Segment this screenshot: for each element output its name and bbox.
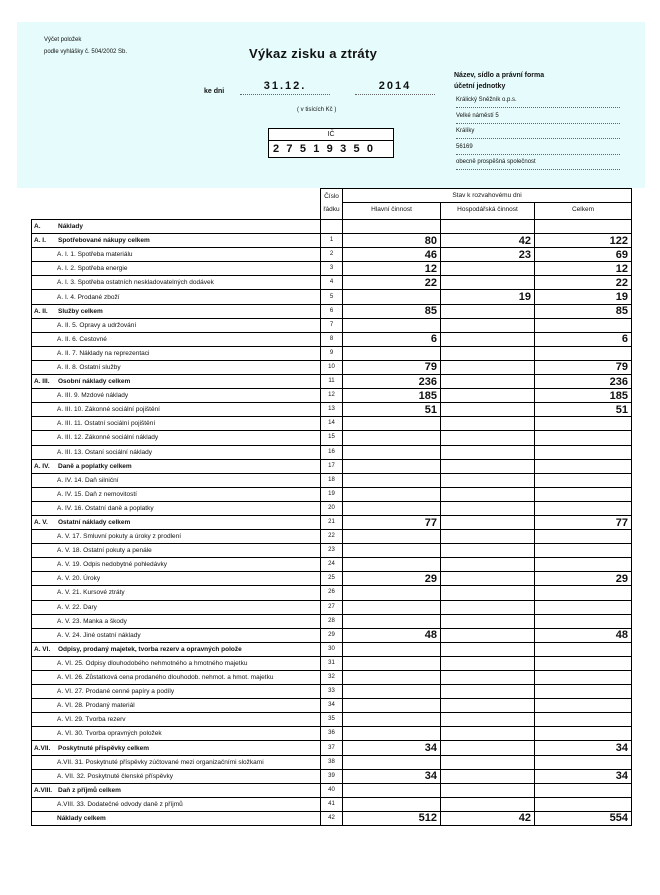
cell-econ <box>441 544 535 558</box>
unit-note: ( v tisících Kč ) <box>297 107 337 113</box>
cell-main <box>343 713 441 727</box>
cell-main <box>343 290 441 304</box>
cell-econ <box>441 332 535 346</box>
cell-main <box>343 755 441 769</box>
table-row <box>32 473 632 487</box>
row-number: 18 <box>321 473 343 487</box>
row-number: 38 <box>321 755 343 769</box>
row-label: A.VIII. 33. Dodatečné odvody daně z příjmů <box>32 797 321 811</box>
cell-total <box>535 656 632 670</box>
cell-total: 34 <box>535 769 632 783</box>
table-row <box>32 600 632 614</box>
row-label: A.VII. Poskytnuté příspěvky celkem <box>32 741 321 755</box>
row-code: A. I. <box>34 237 46 245</box>
cell-main: 29 <box>343 572 441 586</box>
cell-total <box>535 685 632 699</box>
table-row <box>32 572 632 586</box>
cell-main <box>343 685 441 699</box>
cell-econ <box>441 769 535 783</box>
row-number: 35 <box>321 713 343 727</box>
cell-total <box>535 501 632 515</box>
cell-total <box>535 487 632 501</box>
table-row <box>32 276 632 290</box>
row-number: 21 <box>321 515 343 529</box>
row-label: A. V. 17. Smluvní pokuty a úroky z prodlení <box>32 530 321 544</box>
cell-main: 512 <box>343 811 441 825</box>
cell-total <box>535 699 632 713</box>
cell-econ <box>441 360 535 374</box>
cell-total <box>535 783 632 797</box>
row-label: A. V. Ostatní náklady celkem <box>32 515 321 529</box>
cell-econ <box>441 558 535 572</box>
row-label: A. II. 8. Ostatní služby <box>32 360 321 374</box>
cell-main: 185 <box>343 389 441 403</box>
row-number: 31 <box>321 656 343 670</box>
cell-main <box>343 797 441 811</box>
row-label: Náklady celkem <box>32 811 321 825</box>
cell-total <box>535 445 632 459</box>
row-label: A. VI. 30. Tvorba opravných položek <box>32 727 321 741</box>
cell-total <box>535 417 632 431</box>
entity-heading-1: Název, sídlo a právní forma <box>454 72 545 79</box>
row-label: A. VII. 32. Poskytnuté členské příspěvky <box>32 769 321 783</box>
ic-value: 27519350 <box>273 143 381 155</box>
cell-main <box>343 431 441 445</box>
table-row <box>32 262 632 276</box>
row-label: A. IV. 16. Ostatní daně a poplatky <box>32 501 321 515</box>
cell-total <box>535 473 632 487</box>
row-label: A. V. 24. Jiné ostatní náklady <box>32 628 321 642</box>
row-number: 29 <box>321 628 343 642</box>
ic-label: IČ <box>269 129 393 141</box>
cell-main: 22 <box>343 276 441 290</box>
table-row <box>32 403 632 417</box>
cell-econ <box>441 501 535 515</box>
col-main-header: Hlavní činnost <box>343 203 441 220</box>
cell-econ <box>441 797 535 811</box>
row-label: A. III. 9. Mzdové náklady <box>32 389 321 403</box>
cell-total: 85 <box>535 304 632 318</box>
row-code: A. IV. <box>34 462 50 470</box>
cell-econ <box>441 403 535 417</box>
cell-main <box>343 783 441 797</box>
row-number: 5 <box>321 290 343 304</box>
cell-econ <box>441 755 535 769</box>
row-label: A. VI. 29. Tvorba rezerv <box>32 713 321 727</box>
row-number: 7 <box>321 318 343 332</box>
table-row <box>32 431 632 445</box>
row-number: 19 <box>321 487 343 501</box>
table-row <box>32 586 632 600</box>
row-label: A. V. 21. Kursové ztráty <box>32 586 321 600</box>
col-econ-header: Hospodářská činnost <box>441 203 535 220</box>
cell-econ <box>441 685 535 699</box>
cell-total <box>535 530 632 544</box>
table-row <box>32 515 632 529</box>
row-label: A. II. 5. Opravy a udržování <box>32 318 321 332</box>
cell-main <box>343 699 441 713</box>
row-label: A. V. 22. Dary <box>32 600 321 614</box>
table-row <box>32 769 632 783</box>
row-number: 26 <box>321 586 343 600</box>
table-row <box>32 741 632 755</box>
table-row <box>32 755 632 769</box>
row-code: A.VIII. <box>34 786 53 794</box>
row-number: 25 <box>321 572 343 586</box>
income-statement-table <box>31 188 632 826</box>
row-number: 39 <box>321 769 343 783</box>
cell-main <box>343 459 441 473</box>
row-number: 9 <box>321 346 343 360</box>
table-row <box>32 699 632 713</box>
entity-city: Králíky <box>456 128 620 139</box>
cell-main <box>343 318 441 332</box>
cell-main <box>343 445 441 459</box>
cell-econ <box>441 459 535 473</box>
row-label: A. VI. 25. Odpisy dlouhodobého nehmotného a hmotného majetku <box>32 656 321 670</box>
row-label: A. V. 19. Odpis nedobytné pohledávky <box>32 558 321 572</box>
row-number-header: Číslo řádku <box>321 189 343 220</box>
cell-econ: 19 <box>441 290 535 304</box>
cell-total <box>535 727 632 741</box>
cell-total <box>535 544 632 558</box>
cell-econ <box>441 346 535 360</box>
cell-main <box>343 586 441 600</box>
row-label: A. III. 12. Zákonné sociální náklady <box>32 431 321 445</box>
row-label: A. I. 3. Spotřeba ostatních neskladovatelných dodávek <box>32 276 321 290</box>
cell-main: 77 <box>343 515 441 529</box>
row-label: A.VII. 31. Poskytnuté příspěvky zúčtované mezi organizačními složkami <box>32 755 321 769</box>
row-number: 1 <box>321 234 343 248</box>
table-row <box>32 459 632 473</box>
cell-main: 236 <box>343 375 441 389</box>
row-label: A. III. 11. Ostatní sociální pojištění <box>32 417 321 431</box>
cell-econ <box>441 600 535 614</box>
table-row <box>32 501 632 515</box>
cell-total: 185 <box>535 389 632 403</box>
cell-econ <box>441 741 535 755</box>
cell-main: 34 <box>343 769 441 783</box>
cell-econ <box>441 318 535 332</box>
row-number: 32 <box>321 671 343 685</box>
row-number: 15 <box>321 431 343 445</box>
cell-main: 85 <box>343 304 441 318</box>
table-row <box>32 656 632 670</box>
cell-main: 79 <box>343 360 441 374</box>
cell-total <box>535 459 632 473</box>
row-label: A. V. 20. Úroky <box>32 572 321 586</box>
page-title: Výkaz zisku a ztráty <box>249 46 378 61</box>
cell-econ <box>441 713 535 727</box>
entity-heading-2: účetní jednotky <box>454 83 506 90</box>
row-label: A. VI. 26. Zůstatková cena prodaného dlouhodob. nehmot. a hmot. majetku <box>32 671 321 685</box>
cell-total: 554 <box>535 811 632 825</box>
row-code: A. III. <box>34 378 50 386</box>
cell-total <box>535 642 632 656</box>
row-label: A. III. 10. Zákonné sociální pojištění <box>32 403 321 417</box>
cell-total: 77 <box>535 515 632 529</box>
row-label: A. V. 23. Manka a škody <box>32 614 321 628</box>
cell-econ <box>441 473 535 487</box>
row-number: 14 <box>321 417 343 431</box>
table-row <box>32 417 632 431</box>
legal-note-line2: podle vyhlášky č. 504/2002 Sb. <box>44 49 128 55</box>
cell-total: 122 <box>535 234 632 248</box>
cell-total <box>535 318 632 332</box>
cell-total: 12 <box>535 262 632 276</box>
table-row <box>32 530 632 544</box>
row-label: A. V. 18. Ostatní pokuty a penále <box>32 544 321 558</box>
table-row <box>32 628 632 642</box>
row-number: 33 <box>321 685 343 699</box>
cell-total: 79 <box>535 360 632 374</box>
row-number: 28 <box>321 614 343 628</box>
table-row <box>32 234 632 248</box>
row-number: 8 <box>321 332 343 346</box>
cell-main <box>343 642 441 656</box>
cell-total: 19 <box>535 290 632 304</box>
cell-total <box>535 558 632 572</box>
col-total-header: Celkem <box>535 203 632 220</box>
row-label: A. IV. 14. Daň silniční <box>32 473 321 487</box>
row-number: 16 <box>321 445 343 459</box>
cell-total <box>535 755 632 769</box>
cell-main <box>343 530 441 544</box>
cell-econ <box>441 445 535 459</box>
cell-main: 80 <box>343 234 441 248</box>
cell-main: 6 <box>343 332 441 346</box>
row-number: 30 <box>321 642 343 656</box>
date-prefix: ke dni <box>204 88 225 95</box>
table-row <box>32 375 632 389</box>
row-label: A. I. 4. Prodané zboží <box>32 290 321 304</box>
cell-econ <box>441 656 535 670</box>
table-row <box>32 642 632 656</box>
cell-econ <box>441 262 535 276</box>
cell-total: 22 <box>535 276 632 290</box>
cell-econ <box>441 727 535 741</box>
table-row <box>32 797 632 811</box>
row-label: A. I. 1. Spotřeba materiálu <box>32 248 321 262</box>
cell-econ <box>441 671 535 685</box>
cell-total: 34 <box>535 741 632 755</box>
table-row <box>32 332 632 346</box>
cell-econ: 23 <box>441 248 535 262</box>
row-number: 27 <box>321 600 343 614</box>
table-row <box>32 445 632 459</box>
table-row <box>32 318 632 332</box>
cell-econ <box>441 586 535 600</box>
cell-total <box>535 346 632 360</box>
row-code: A. II. <box>34 307 48 315</box>
state-header: Stav k rozvahovému dni <box>343 189 632 203</box>
row-label: A. III. 13. Ostaní sociální náklady <box>32 445 321 459</box>
cell-main <box>343 487 441 501</box>
cell-econ <box>441 628 535 642</box>
table-row <box>32 811 632 825</box>
row-number: 20 <box>321 501 343 515</box>
row-number: 24 <box>321 558 343 572</box>
cell-total: 6 <box>535 332 632 346</box>
cell-main <box>343 544 441 558</box>
cell-main <box>343 656 441 670</box>
row-number: 37 <box>321 741 343 755</box>
row-number: 23 <box>321 544 343 558</box>
legal-note-line1: Výčet položek <box>44 37 82 43</box>
table-row <box>32 558 632 572</box>
cell-econ <box>441 417 535 431</box>
cell-econ <box>441 375 535 389</box>
cell-econ <box>441 530 535 544</box>
row-number: 17 <box>321 459 343 473</box>
cell-total <box>535 600 632 614</box>
cell-main: 12 <box>343 262 441 276</box>
cell-econ <box>441 783 535 797</box>
cell-econ <box>441 699 535 713</box>
table-row <box>32 671 632 685</box>
cell-main <box>343 417 441 431</box>
cell-total <box>535 671 632 685</box>
cell-econ <box>441 487 535 501</box>
date-year: 2014 <box>355 80 435 95</box>
section-label: A. Náklady <box>32 220 321 234</box>
table-row <box>32 614 632 628</box>
table-row <box>32 346 632 360</box>
cell-econ <box>441 515 535 529</box>
row-label: A. VI. 28. Prodaný materiál <box>32 699 321 713</box>
cell-main <box>343 346 441 360</box>
row-number: 10 <box>321 360 343 374</box>
cell-main <box>343 671 441 685</box>
entity-zip: 56169 <box>456 144 620 155</box>
date-day-month: 31.12. <box>240 80 330 95</box>
entity-form: obecně prospěšná společnost <box>456 159 620 170</box>
table-row <box>32 685 632 699</box>
cell-econ <box>441 642 535 656</box>
cell-total: 69 <box>535 248 632 262</box>
cell-main: 46 <box>343 248 441 262</box>
cell-total <box>535 614 632 628</box>
row-number: 36 <box>321 727 343 741</box>
cell-total: 236 <box>535 375 632 389</box>
ic-box <box>268 128 394 158</box>
cell-main <box>343 558 441 572</box>
entity-street: Velké náměstí 5 <box>456 113 620 124</box>
row-label: A. IV. Daně a poplatky celkem <box>32 459 321 473</box>
table-row <box>32 544 632 558</box>
row-number: 42 <box>321 811 343 825</box>
table-row <box>32 727 632 741</box>
cell-econ <box>441 572 535 586</box>
entity-name: Králický Sněžník o.p.s. <box>456 97 620 108</box>
cell-total: 48 <box>535 628 632 642</box>
cell-total: 29 <box>535 572 632 586</box>
table-row <box>32 304 632 318</box>
cell-econ <box>441 614 535 628</box>
cell-econ <box>441 276 535 290</box>
cell-total: 51 <box>535 403 632 417</box>
row-number: 6 <box>321 304 343 318</box>
row-number: 41 <box>321 797 343 811</box>
row-number: 40 <box>321 783 343 797</box>
cell-main: 51 <box>343 403 441 417</box>
cell-econ: 42 <box>441 234 535 248</box>
row-label: A. I. 2. Spotřeba energie <box>32 262 321 276</box>
cell-main <box>343 614 441 628</box>
table-row <box>32 487 632 501</box>
cell-total <box>535 713 632 727</box>
table-row <box>32 389 632 403</box>
cell-econ <box>441 431 535 445</box>
row-number: 11 <box>321 375 343 389</box>
cell-main <box>343 473 441 487</box>
row-code: A. V. <box>34 519 48 527</box>
table-row <box>32 290 632 304</box>
row-number: 12 <box>321 389 343 403</box>
cell-main: 48 <box>343 628 441 642</box>
table-row <box>32 248 632 262</box>
row-label: A. II. 6. Cestovné <box>32 332 321 346</box>
row-number: 34 <box>321 699 343 713</box>
row-label: A.VIII. Daň z příjmů celkem <box>32 783 321 797</box>
table-row <box>32 360 632 374</box>
row-label: A. VI. 27. Prodané cenné papíry a podíly <box>32 685 321 699</box>
row-number: 22 <box>321 530 343 544</box>
cell-main <box>343 501 441 515</box>
cell-econ <box>441 304 535 318</box>
row-number: 4 <box>321 276 343 290</box>
row-label: A. IV. 15. Daň z nemovitostí <box>32 487 321 501</box>
row-label: A. II. 7. Náklady na reprezentaci <box>32 346 321 360</box>
row-code: A. VI. <box>34 645 51 653</box>
cell-main <box>343 600 441 614</box>
cell-total <box>535 586 632 600</box>
row-label: A. II. Služby celkem <box>32 304 321 318</box>
row-number: 2 <box>321 248 343 262</box>
table-row <box>32 713 632 727</box>
row-number: 13 <box>321 403 343 417</box>
cell-econ <box>441 389 535 403</box>
row-label: A. VI. Odpisy, prodaný majetek, tvorba rezerv a opravných polože <box>32 642 321 656</box>
row-label: A. III. Osobní náklady celkem <box>32 375 321 389</box>
row-code: A.VII. <box>34 744 51 752</box>
table-row <box>32 783 632 797</box>
cell-total <box>535 431 632 445</box>
cell-main <box>343 727 441 741</box>
cell-econ: 42 <box>441 811 535 825</box>
row-number: 3 <box>321 262 343 276</box>
cell-main: 34 <box>343 741 441 755</box>
cell-total <box>535 797 632 811</box>
row-label: A. I. Spotřebované nákupy celkem <box>32 234 321 248</box>
